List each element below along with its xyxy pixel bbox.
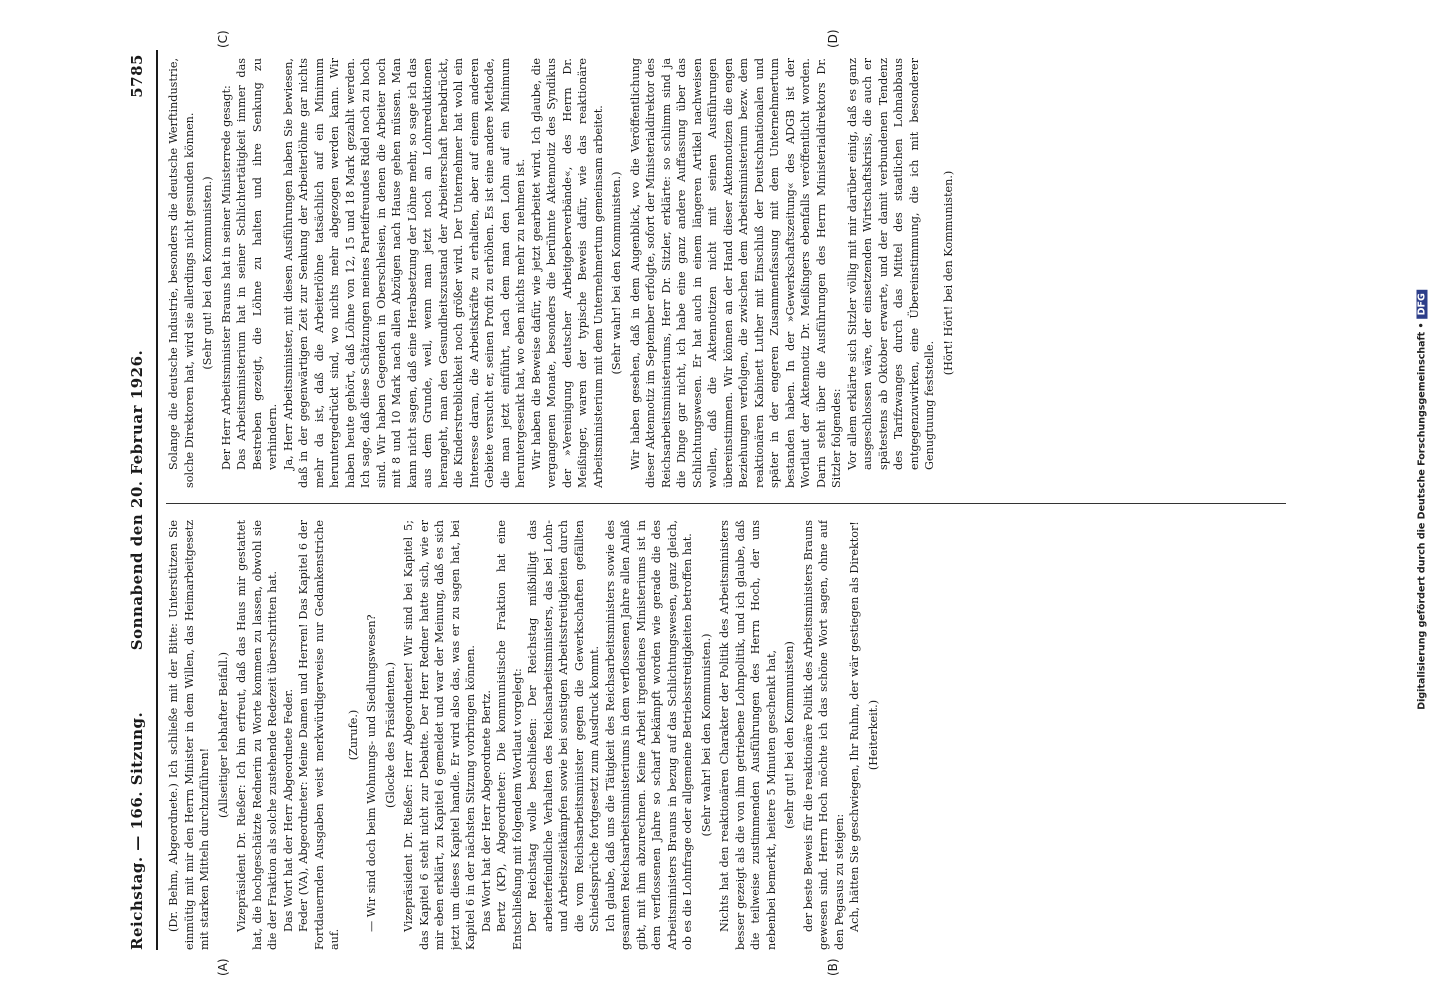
interjection: (Glocke des Präsidenten.)	[383, 662, 397, 809]
header-rule	[156, 50, 158, 950]
interjection: (Hört! Hört! bei den Kommunisten.)	[941, 170, 955, 376]
page-number: 5785	[128, 54, 146, 98]
margin-marker-d: (D)	[826, 29, 840, 48]
quoted-resolution: Der Reichstag wolle beschließen: Der Reichstag mißbilligt das arbeiterfeindliche Verhalten des Reichsarbeitsministers, das bei Lohn- und Arbeitszeitkämpfen sowie bei sonstigen Arbeitsstreitigkeiten durch die vom Reichsarbeitsminister gegen die Gewerkschaften gefällten Schiedssprüche fortgesetzt zum Ausdruck kommt.	[526, 520, 601, 932]
paragraph: Vizepräsident Dr. Rießer: Ich bin erfreut, daß das Haus mir gestattet hat, die hochgeschätzte Rednerin zu Worte kommen zu lassen, obwohl sie die der Fraktion als solche zustehende Redezeit überschritten hat.	[235, 520, 279, 950]
quoted-memo: Vor allem erklärte sich Sitzler völlig mit mir darüber einig, daß es ganz ausgeschlossen wäre, der einsetzenden Wirtschaftskrisis, die auch er spätestens ab Oktober erwarte, und der damit verbundenen Tendenz des Tarifzwanges durch das Mittel des staatlichen Lohnabbaus entgegenzuwirken, eine Übereinstimmung, die ich mit besonderer Genugtuung feststelle.	[845, 58, 936, 470]
margin-marker-c: (C)	[216, 30, 230, 48]
paragraph: (Dr. Behm, Abgeordnete.) Ich schließe mit der Bitte: Unterstützen Sie einmütig mit mir den Herrn Minister in dem Willen, das Heimarbeitgesetz mit starken Mitteln durchzuführen!	[167, 520, 211, 950]
interjection: (sehr gut! bei den Kommunisten)	[783, 641, 796, 829]
dfg-logo: DFG	[1417, 290, 1428, 318]
verse-quote: Ach, hätten Sie geschwiegen, Ihr Ruhm, der wär gestiegen als Direktor!	[848, 521, 861, 932]
interjection: (Allseitiger lebhafter Beifall.)	[216, 652, 230, 819]
paragraph: Bertz (KP), Abgeordneter: Die kommunistische Fraktion hat eine Entschließung mit folgendem Wortlaut vorgelegt:	[495, 520, 524, 950]
paragraph: — Wir sind doch beim Wohnungs- und Siedlungswesen?	[365, 614, 378, 932]
interjection: (Sehr gut! bei den Kommunisten.)	[201, 176, 214, 370]
interjection: (Heiterkeit.)	[866, 699, 880, 771]
paragraph: Nichts hat den reaktionären Charakter der Politik des Arbeitsministers besser gezeigt als die von ihm getriebene Lohnpolitik, und ich glaube, daß die teilweise zustimmenden Ausführungen des Herrn Hoch, der uns nebenbei bemerkt, heitere 5 Minuten geschenkt hat,	[718, 520, 778, 950]
paragraph: Solange die deutsche Industrie, besonders die deutsche Werftindustrie, solche Direktoren hat, wird sie allerdings nicht gesunden können.	[167, 58, 196, 488]
left-column	[166, 520, 1296, 950]
margin-marker-a: (A)	[216, 958, 230, 976]
header-session: Reichstag. — 166. Sitzung.	[128, 711, 146, 950]
paragraph: Feder (VA), Abgeordneter: Meine Damen und Herren! Das Kapitel 6 der Fortdauernden Ausgaben weist merkwürdigerweise nur Gedankenstriche auf.	[297, 520, 341, 950]
paragraph: der beste Beweis für die reaktionäre Politik des Arbeitsministers Brauns gewesen sind. Herrn Hoch möchte ich das schöne Wort sagen, ohne auf den Pegasus zu steigen:	[801, 520, 846, 950]
paragraph: Ich glaube, daß uns die Tätigkeit des Reichsarbeitsministers sowie des gesamten Reichsarbeitsministeriums in dem verflossenen Jahre allen Anlaß gibt, mit ihm abzurechnen. Keine Arbeit irgendeines Ministeriums ist in dem verflossenen Jahre so scharf bekämpft worden wie gerade die des Arbeitsministers Brauns in bezug auf das Schlichtungswesen, ganz gleich, ob es die Lohnfrage oder allgemeine Betriebsstreitigkeiten betroffen hat.	[603, 520, 694, 950]
margin-marker-b: (B)	[826, 958, 840, 976]
digitization-note	[1417, 290, 1428, 710]
interjection: (Sehr wahr! bei den Kommunisten.)	[610, 171, 623, 375]
paragraph: Das Wort hat der Herr Abgeordnete Bertz.	[479, 690, 493, 932]
quoted-statement: Das Arbeitsministerium hat in seiner Schlichtertätigkeit immer das Bestreben gezeigt, die Löhne zu halten und ihre Senkung zu verhindern.	[235, 58, 279, 470]
document-page	[126, 29, 1306, 976]
paragraph: Ja, Herr Arbeitsminister, mit diesen Ausführungen haben Sie bewiesen, daß in der gegenwärtigen Zeit zur Senkung der Arbeiterlöhne gar nichts mehr da ist, daß die Arbeiterlöhne tatsächlich auf ein Minimum heruntergedrückt sind, wo nichts mehr abgezogen werden kann. Wir haben heute gehört, daß Löhne von 12, 15 und 18 Mark gezahlt werden. Ich sage, daß diese Schätzungen meines Parteifreundes Ridel noch zu hoch sind. Wir haben Gegenden in Oberschlesien, in denen die Arbeiter noch mit 8 und 10 Mark nach allen Abzügen nach Hause gehen müssen. Man kann nicht sagen, daß eine Herabsetzung der Löhne mehr, so sage ich das aus dem Grunde, weil, wenn man jetzt noch an Lohnreduktionen herangeht, man den Gesundheitszustand der Arbeiterschaft herabdrückt, die Kinderstreblichkeit noch größer wird. Der Unternehmer hat wohl ein Interesse daran, die Arbeitskräfte zu erhalten, aber auf einem anderen Gebiete versucht er, seinen Profit zu erhöhen. Es ist eine andere Methode, die man jetzt einführt, nach dem man den Lohn auf ein Minimum heruntergesenkt hat, wo eben nichts mehr zu nehmen ist.	[281, 58, 527, 488]
digitization-text: Digitalisierung gefördert durch die Deutsche Forschungsgemeinschaft •	[1416, 322, 1428, 710]
column-separator	[166, 503, 1286, 504]
interjection: (Zurufe.)	[346, 709, 360, 761]
right-column	[166, 58, 1296, 488]
paragraph: Wir haben gesehen, daß in dem Augenblick, wo die Veröffentlichung dieser Aktennotiz im September erfolgte, sofort der Ministerialdirektor des Reichsarbeitsministeriums, Herr Dr. Sitzler, erklärte: so schlimm sind ja die Dinge gar nicht, ich habe eine ganz andere Auffassung über das Schlichtungswesen. Er hat auch in einem längeren Artikel nachweisen wollen, daß die Aktennotizen nicht mit seinen Ausführungen übereinstimmen. Wir können an der Hand dieser Aktennotizen die engen Beziehungen verfolgen, die zwischen dem Arbeitsministerium bezw. dem reaktionären Kabinett Luther mit Einschluß der Deutschnationalen und später in der engeren Zusammenfassung mit dem Unternehmertum bestanden haben. In der »Gewerkschaftszeitung« des ADGB ist der Wortlaut der Aktennotiz Dr. Meißingers ebenfalls veröffentlicht worden. Darin steht über die Ausführungen des Herrn Ministerialdirektors Dr. Sitzler folgendes:	[628, 58, 843, 488]
interjection: (Sehr wahr! bei den Kommunisten.)	[699, 633, 713, 837]
paragraph: Wir haben die Beweise dafür, wie jetzt gearbeitet wird. Ich glaube, die vergangenen Monate, besonders die berühmte Aktennotiz des Syndikus der »Vereinigung deutscher Arbeitgeberverbände«, des Herrn Dr. Meißinger, waren der typische Beweis dafür, wie das reaktionäre Arbeitsministerium mit dem Unternehmertum gemeinsam arbeitet.	[529, 58, 605, 488]
header-date: Sonnabend den 20. Februar 1926.	[128, 349, 146, 651]
running-header	[126, 50, 152, 950]
paragraph: Der Herr Arbeitsminister Brauns hat in seiner Ministerrede gesagt:	[219, 85, 233, 470]
paragraph: Vizepräsident Dr. Rießer: Herr Abgeordneter! Wir sind bei Kapitel 5; das Kapitel 6 steht nicht zur Debatte. Der Herr Redner hatte sich, wie er mir eben erklärt, zu Kapitel 6 gemeldet und war der Meinung, daß es sich jetzt um dieses Kapitel handle. Er wird also das, was er zu sagen hat, bei Kapitel 6 in der nächsten Sitzung vorbringen können.	[402, 520, 477, 950]
paragraph: Das Wort hat der Herr Abgeordnete Feder.	[281, 688, 295, 932]
